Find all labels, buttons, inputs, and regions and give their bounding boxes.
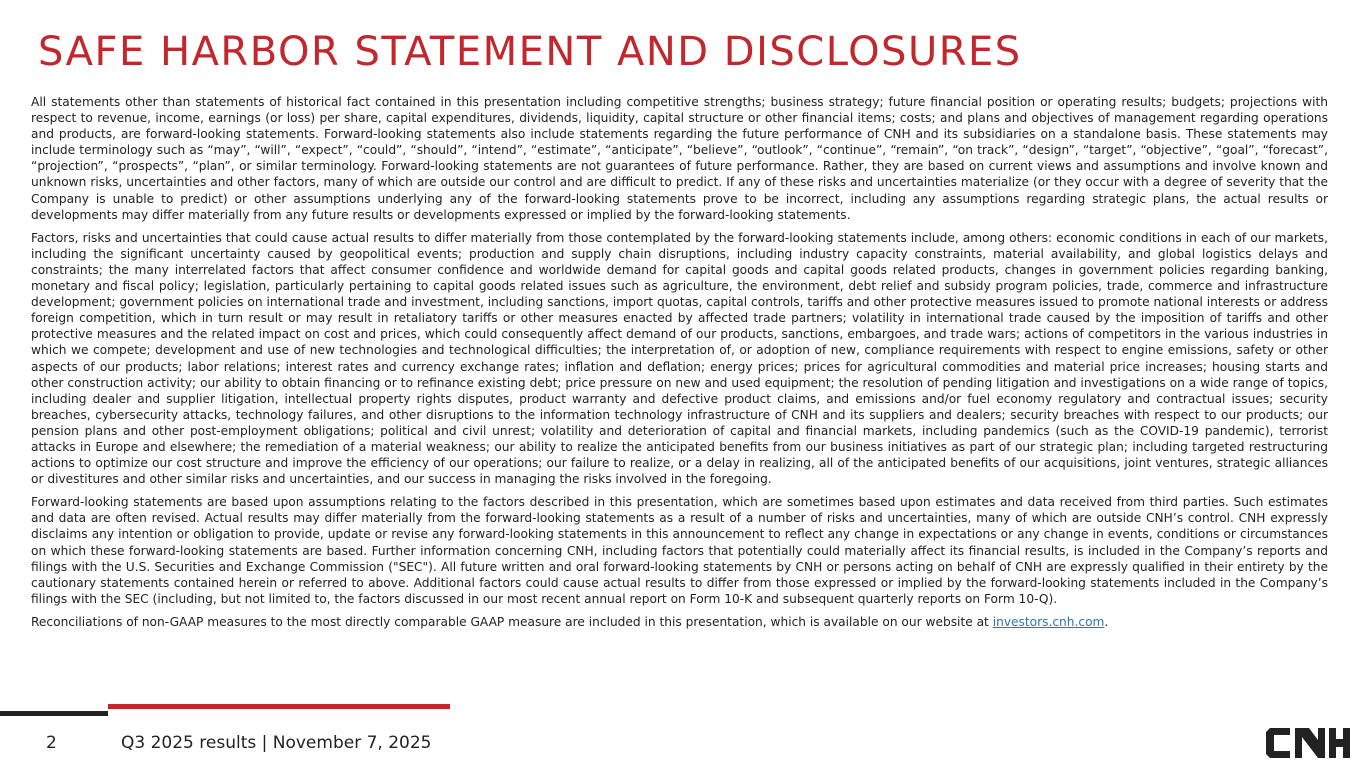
footer-bar-dark xyxy=(0,711,108,716)
investors-website-link[interactable]: investors.cnh.com xyxy=(992,614,1105,629)
reconciliation-end: . xyxy=(1104,614,1109,629)
page-number: 2 xyxy=(46,733,57,753)
paragraph-reconciliations xyxy=(31,614,1328,630)
paragraph-assumptions: Forward-looking statements are based upon assumptions relating to the factors described in this presentation, which are sometimes based upon estimates and data received from third parties. Such estimates and data are often revised. Actual results may differ materially from the forward-looking statements as a result of a number of risks and uncertainties, many of which are outside CNH’s control. CNH expressly disclaims any intention or obligation to provide, update or revise any forward-looking statements in this announcement to reflect any change in expectations or any change in events, conditions or circumstances on which these forward-looking statements are based. Further information concerning CNH, including factors that potentially could materially affect its financial results, is included in the Company’s reports and filings with the U.S. Securities and Exchange Commission ("SEC"). All future written and oral forward-looking statements by CNH or persons acting on behalf of CNH are expressly qualified in their entirety by the cautionary statements contained herein or referred to above. Additional factors could cause actual results to differ from those expressed or implied by the forward-looking statements included in the Company’s filings with the SEC (including, but not limited to, the factors discussed in our most recent annual report on Form 10-K and subsequent quarterly reports on Form 10-Q). xyxy=(31,495,1328,606)
cnh-logo-h xyxy=(1329,728,1350,758)
footer-caption: Q3 2025 results | November 7, 2025 xyxy=(121,733,432,753)
cnh-logo xyxy=(1266,728,1350,758)
cnh-logo-n xyxy=(1295,728,1325,758)
disclosure-body xyxy=(31,94,1328,637)
cnh-logo-c xyxy=(1266,728,1290,758)
footer-bar-red xyxy=(108,704,450,709)
slide-title: SAFE HARBOR STATEMENT AND DISCLOSURES xyxy=(38,29,1022,75)
paragraph-risk-factors: Factors, risks and uncertainties that could cause actual results to differ materially from those contemplated by the forward-looking statements include, among others: economic conditions in each of our markets, including the significant uncertainty caused by geopolitical events; production and supply chain disruptions, including industry capacity constraints, material availability, and global logistics delays and constraints; the many interrelated factors that affect consumer confidence and worldwide demand for capital goods and capital goods related products, changes in government policies regarding banking, monetary and fiscal policy; legislation, particularly pertaining to capital goods related issues such as agriculture, the environment, debt relief and subsidy program policies, trade, commerce and infrastructure development; government policies on international trade and investment, including sanctions, import quotas, capital controls, tariffs and other protective measures issued to promote national interests or address foreign competition, which in turn result or may result in retaliatory tariffs or other measures enacted by affected trade partners; volatility in international trade caused by the imposition of tariffs and other protective measures and the related impact on cost and prices, which could consequently affect demand of our products, sanctions, embargoes, and trade wars; actions of competitors in the various industries in which we compete; development and use of new technologies and technological difficulties; the interpretation of, or adoption of new, compliance requirements with respect to engine emissions, safety or other aspects of our products; labor relations; interest rates and currency exchange rates; inflation and deflation; energy prices; prices for agricultural commodities and material price increases; housing starts and other construction activity; our ability to obtain financing or to refinance existing debt; price pressure on new and used equipment; the resolution of pending litigation and investigations on a wide range of topics, including dealer and supplier litigation, intellectual property rights disputes, product warranty and defective product claims, and emissions and/or fuel economy regulatory and contractual issues; security breaches, cybersecurity attacks, technology failures, and other disruptions to the information technology infrastructure of CNH and its suppliers and dealers; security breaches with respect to our products; our pension plans and other post-employment obligations; political and civil unrest; volatility and deterioration of capital and financial markets, including pandemics (such as the COVID-19 pandemic), terrorist attacks in Europe and elsewhere; the remediation of a material weakness; our ability to realize the anticipated benefits from our business initiatives as part of our strategic plan; including targeted restructuring actions to optimize our cost structure and improve the efficiency of our operations; our failure to realize, or a delay in realizing, all of the anticipated benefits of our acquisitions, joint ventures, strategic alliances or divestitures and other similar risks and uncertainties, and our success in managing the risks involved in the foregoing. xyxy=(31,230,1328,487)
paragraph-forward-looking: All statements other than statements of historical fact contained in this presentation including competitive strengths; business strategy; future financial position or operating results; budgets; projections with respect to revenue, income, earnings (or loss) per share, capital expenditures, dividends, liquidity, capital structure or other financial items; costs; and plans and objectives of management regarding operations and products, are forward-looking statements. Forward-looking statements also include statements regarding the future performance of CNH and its subsidiaries on a standalone basis. These statements may include terminology such as “may”, “will”, “expect”, “could”, “should”, “intend”, “estimate”, “anticipate”, “believe”, “outlook”, “continue”, “remain”, “on track”, “design”, “target”, “objective”, “goal”, “forecast”, “projection”, “prospects”, “plan”, or similar terminology. Forward-looking statements are not guarantees of future performance. Rather, they are based on current views and assumptions and involve known and unknown risks, uncertainties and other factors, many of which are outside our control and are difficult to predict. If any of these risks and uncertainties materialize (or they occur with a degree of severity that the Company is unable to predict) or other assumptions underlying any of the forward-looking statements prove to be incorrect, including any assumptions regarding strategic plans, the actual results or developments may differ materially from any future results or developments expressed or implied by the forward-looking statements. xyxy=(31,95,1328,222)
reconciliation-text: Reconciliations of non-GAAP measures to the most directly comparable GAAP measure are included in this presentation, which is available on our website at xyxy=(31,614,993,629)
